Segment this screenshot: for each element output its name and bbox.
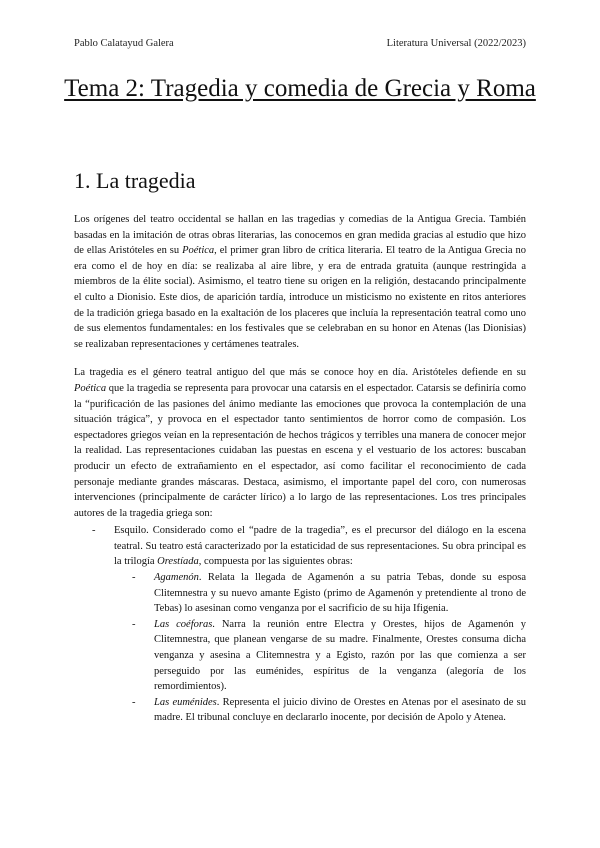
paragraph-text: que la tragedia se representa para provocar una catarsis en el espectador. Catarsis se definiría como la “purificación de las pasiones del ánimo mediante las emociones que provoca la contemplación de una situación trágica”, y provoca en el espectador tanto sentimientos de horror como de compasión. Los espectadores griegos veían en la representación de hechos trágicos y terribles una manera de conocer mejor la realidad. Las representaciones cuidaban las puestas en escena y el vestuario de los actores: buscaban producir un efecto de extrañamiento en el espectador, así como facilitar el reconocimiento de cada personaje mediante grandes máscaras. Destaca, asimismo, el importante papel del coro, con numerosas intervenciones (principalmente de carácter lírico) a lo largo de las representaciones. Los tres principales autores de la tragedia griega son: [74,382,526,519]
list-item-text: . Representa el juicio divino de Orestes en Atenas por el asesinato de su madre. El tribunal concluye en declararlo inocente, por decisión de Apolo y Atenea. [154,696,526,724]
document-title: Tema 2: Tragedia y comedia de Grecia y Roma [64,75,536,102]
paragraph-tragedy [74,365,526,521]
paragraph-origins [74,212,526,352]
paragraph-text: Los orígenes del teatro occidental se hallan en las tragedias y comedias de la Antigua Grecia. También basadas en la imitación de otras obras literarias, las conocemos en gran medida gracias al estudio que hizo de ellas Aristóteles en su [74,214,526,257]
list-item-work [154,617,526,695]
header-course: Literatura Universal (2022/2023) [386,38,526,49]
work-title: Agamenón [154,572,199,584]
work-title: Poética [74,382,107,394]
paragraph-text: , el primer gran libro de crítica literaria. El teatro de la Antigua Grecia no era como el de hoy en día: se realizaba al aire libre, y era de entrada gratuita (aunque restringida a miembros de la élite social). Asimismo, el teatro tiene su origen en la religión, destacando principalmente el culto a Dionisio. Este dios, de aparición tardía, introduce un misticismo no existente en ritos anteriores de la tradición griega basado en la exaltación de los placeres que incluía la representación teatral como uno de sus elementos fundamentales: en los festivales que se celebraban en su honor en Atenas (las Dionisias) se realizaban representaciones y certámenes teatrales. [74,245,526,350]
list-item-text: . Narra la reunión entre Electra y Orestes, hijos de Agamenón y Clitemnestra, que planean vengarse de su madre. Finalmente, Orestes consuma dicha venganza y asesina a Clitemnestra y a Egisto, razón por las que comienza a ser perseguido por las euménides, espíritus de la venganza (alegoría de los remordimientos). [154,618,526,693]
list-item-work [154,570,526,617]
works-list [114,570,526,726]
paragraph-text: La tragedia es el género teatral antiguo del que más se conoce hoy en día. Aristóteles defiende en su [74,367,526,379]
work-title: Poética [182,245,215,257]
work-title: Las coéforas [154,618,213,630]
list-item-text: . Relata la llegada de Agamenón a su patria Tebas, donde su esposa Clitemnestra y su nuevo amante Egisto (primo de Agamenón y pretendiente al trono de Tebas) lo asesinan como venganza por el sacrificio de su hija Ifigenia. [154,572,526,615]
document-body [74,212,526,726]
section-heading: 1. La tragedia [74,168,196,193]
list-item-esquilo [114,523,526,726]
work-title: Las euménides [154,696,217,708]
list-item-text: Esquilo. Considerado como el “padre de la tragedia”, es el precursor del diálogo en la escena teatral. Su teatro está caracterizado por la estaticidad de sus representaciones. Su obra principal es la trilogía [114,525,526,568]
authors-list [74,523,526,726]
list-item-text: , compuesta por las siguientes obras: [198,556,353,568]
page-header [74,38,526,49]
header-author: Pablo Calatayud Galera [74,38,174,49]
work-title: Orestíada [157,556,199,568]
list-item-work [154,695,526,726]
